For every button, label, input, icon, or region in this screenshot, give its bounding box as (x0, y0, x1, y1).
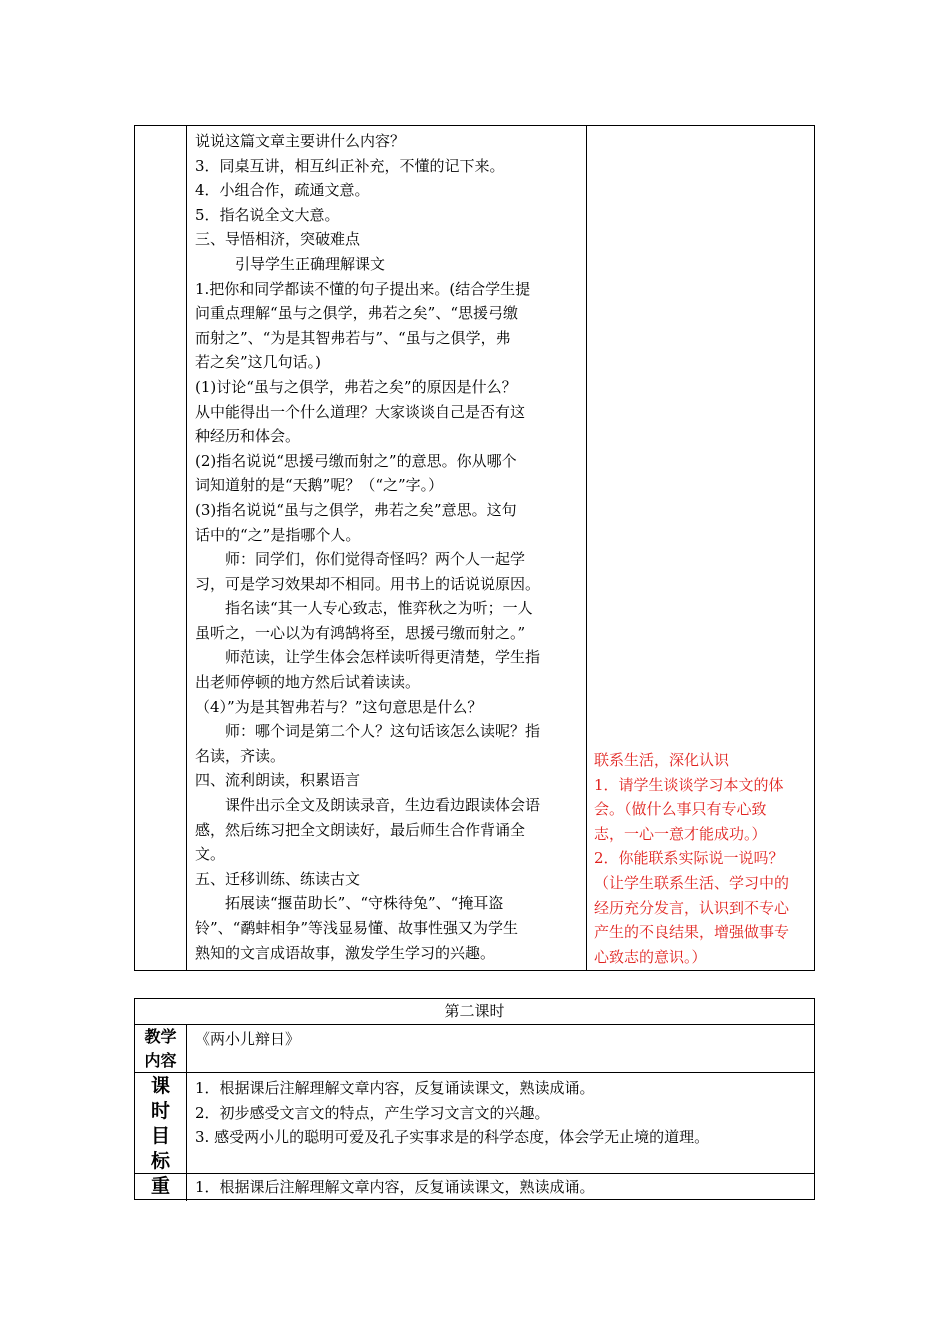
process-line: 师：同学们，你们觉得奇怪吗？两个人一起学 (225, 550, 526, 569)
teaching-process-column (195, 129, 581, 965)
column-divider (186, 1072, 187, 1173)
process-line: 而射之”、“为是其智弗若与”、“虽与之俱学，弗 (195, 328, 511, 347)
process-line: 虽听之，一心以为有鸿鹄将至，思援弓缴而射之。” (195, 623, 526, 642)
note-line: 产生的不良结果，增强做事专 (594, 923, 790, 942)
process-line: 师范读，让学生体会怎样读听得更清楚，学生指 (225, 648, 541, 667)
note-line: 志，一心一意才能成功。） (594, 824, 767, 843)
process-line: 1.把你和同学都读不懂的句子提出来。(结合学生提 (195, 279, 531, 298)
process-line: 3．同桌互讲，相互纠正补充，不懂的记下来。 (195, 156, 505, 175)
column-divider (186, 126, 187, 970)
content-label-line: 教学 (144, 1027, 177, 1046)
process-line: 指名读“其一人专心致志，惟弈秋之为听；一人 (225, 599, 533, 618)
process-line: 熟知的文言成语故事，激发学生学习的兴趣。 (195, 943, 496, 962)
process-line: （4）”为是其智弗若与？”这句意思是什么？ (195, 697, 483, 716)
content-label (135, 1025, 186, 1073)
process-line: (2)指名说说“思援弓缴而射之”的意思。你从哪个 (195, 451, 517, 470)
second-lesson-table (134, 998, 815, 1200)
note-line: 经历充分发言，认识到不专心 (594, 898, 790, 917)
process-line: (3)指名说说“虽与之俱学，弗若之矣”意思。这句 (195, 500, 517, 519)
column-divider (186, 1173, 187, 1201)
goals-label-char: 标 (150, 1150, 170, 1172)
process-line: 种经历和体会。 (195, 427, 301, 446)
process-line: 文。 (195, 845, 226, 864)
design-notes-column (594, 748, 812, 969)
section-heading: 三、导悟相济，突破难点 (195, 230, 361, 249)
goal-item: 2．初步感受文言文的特点，产生学习文言文的兴趣。 (195, 1103, 550, 1122)
process-line: 4．小组合作，疏通文意。 (195, 181, 370, 200)
lesson-title: 第二课时 (444, 1002, 505, 1020)
process-line: 问重点理解“虽与之俱学，弗若之矣”、“思援弓缴 (195, 304, 519, 323)
goals-list (195, 1076, 805, 1150)
process-line: 习，可是学习效果却不相同。用书上的话说说原因。 (195, 574, 541, 593)
goals-label-char: 目 (150, 1125, 170, 1147)
goal-item: 3. 感受两小儿的聪明可爱及孔子实事求是的科学态度，体会学无止境的道理。 (195, 1128, 710, 1147)
note-line: 1．请学生谈谈学习本文的体 (594, 775, 784, 794)
column-divider (186, 1024, 187, 1072)
process-line: 话中的“之”是指哪个人。 (195, 525, 361, 544)
section-heading: 五、迁移训练、练读古文 (195, 869, 361, 888)
process-line: 引导学生正确理解课文 (235, 254, 386, 273)
section-heading: 四、流利朗读，积累语言 (195, 771, 361, 790)
process-line: 5．指名说全文大意。 (195, 205, 340, 224)
process-line: 课件出示全文及朗读录音，生边看边跟读体会语 (225, 796, 541, 815)
goals-label (135, 1074, 186, 1174)
note-line: 2．你能联系实际说一说吗？ (594, 849, 784, 868)
goals-label-char: 时 (150, 1100, 170, 1122)
row-divider (135, 1173, 814, 1174)
goal-item: 1．根据课后注解理解文章内容，反复诵读课文，熟读成诵。 (195, 1079, 595, 1097)
note-line: 心致志的意识。） (594, 947, 707, 966)
process-line: 出老师停顿的地方然后试着读读。 (195, 673, 421, 692)
process-line: 名读，齐读。 (195, 746, 286, 765)
process-line: 词知道射的是“天鹅”呢？（“之”字。） (195, 476, 444, 495)
note-line: 会。（做什么事只有专心致 (594, 800, 767, 819)
process-line: 感，然后练习把全文朗读好，最后师生合作背诵全 (195, 820, 526, 839)
note-line: （让学生联系生活、学习中的 (594, 873, 790, 892)
content-label-line: 内容 (144, 1051, 177, 1070)
process-line: 拓展读“揠苗助长”、“守株待兔”、“掩耳盗 (225, 894, 504, 913)
lesson-plan-table-continued (134, 125, 815, 971)
note-line: 联系生活，深化认识 (594, 751, 730, 769)
process-line: 师：哪个词是第二个人？这句话该怎么读呢？指 (225, 722, 541, 741)
process-line: 说说这篇文章主要讲什么内容？ (195, 132, 406, 150)
process-line: 铃”、“鹬蚌相争”等浅显易懂、故事性强又为学生 (195, 919, 519, 937)
key-points-label: 重 (150, 1175, 170, 1197)
content-value: 《两小儿辩日》 (195, 1030, 301, 1048)
goals-label-char: 课 (150, 1075, 170, 1097)
row-divider (135, 1072, 814, 1073)
column-divider (586, 126, 587, 970)
process-line: 若之矣”这几句话。) (195, 353, 322, 372)
key-points-value: 1．根据课后注解理解文章内容，反复诵读课文，熟读成诵。 (195, 1178, 595, 1196)
process-line: (1)讨论“虽与之俱学，弗若之矣”的原因是什么？ (195, 377, 517, 396)
row-divider (135, 1024, 814, 1025)
process-line: 从中能得出一个什么道理？大家谈谈自己是否有这 (195, 402, 526, 421)
